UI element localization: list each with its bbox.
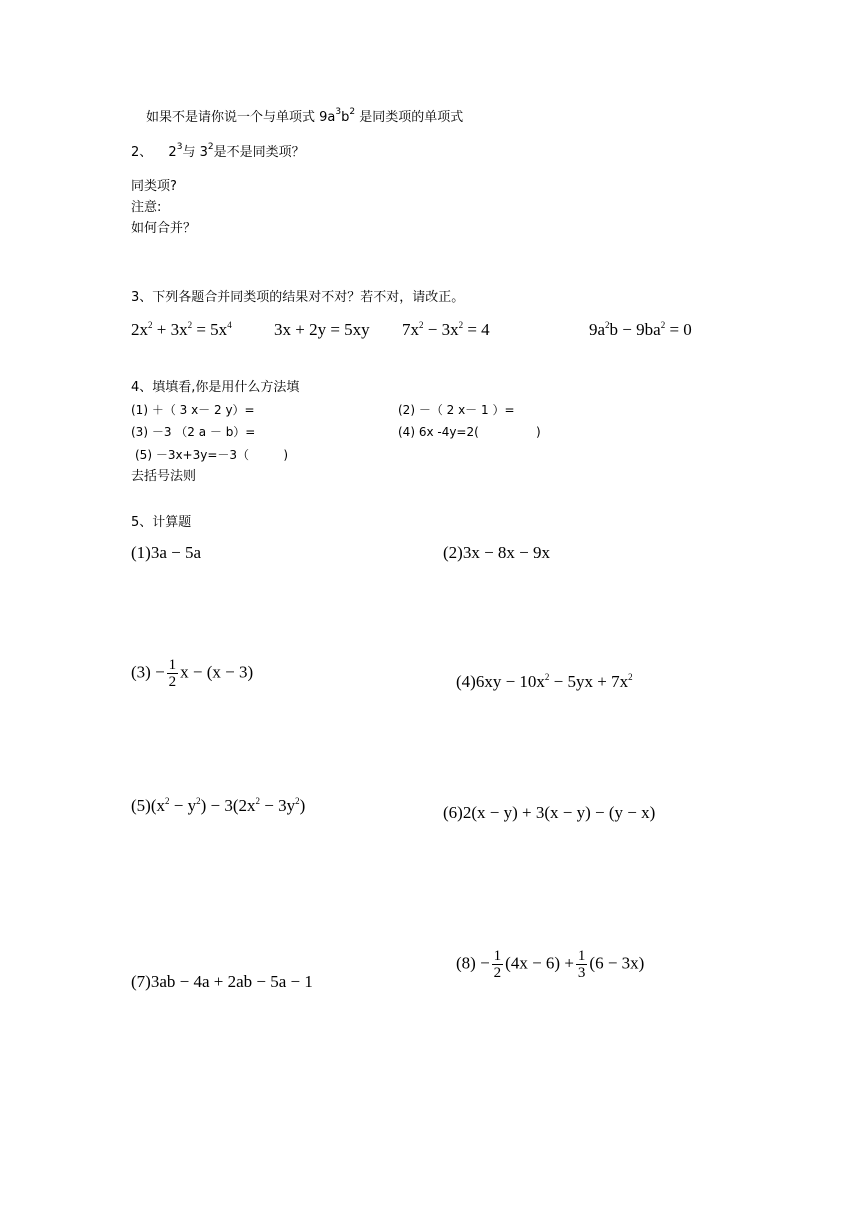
q5-problem3 <box>131 657 253 690</box>
q5-problem1: (1)3a − 5a <box>131 543 202 562</box>
q1-line <box>146 107 464 126</box>
q5-p5-c: ) − 3(2x <box>200 796 256 815</box>
q3-eq4 <box>589 320 692 340</box>
q2-exp1: 3 <box>176 142 183 152</box>
q5-p5-a-exp: 2 <box>164 796 170 806</box>
q5-p3-prefix: (3) − <box>131 662 165 682</box>
q3-eq4-a-exp: 2 <box>605 320 610 330</box>
q5-p5-d-exp: 2 <box>295 796 300 806</box>
q3-eq1 <box>131 320 232 340</box>
q2-line <box>131 142 305 161</box>
q1-text-tail: 是同类项的单项式 <box>355 110 464 125</box>
q5-p3-fraction <box>167 657 179 690</box>
q5-p8-fraction2 <box>576 948 588 981</box>
q3-title: 3、下列各题合并同类项的结果对不对？若不对，请改正。 <box>131 290 465 305</box>
note-how-combine: 如何合并？ <box>131 221 197 236</box>
q1-exp1: 3 <box>335 107 342 117</box>
q2-conj: 与 3 <box>182 145 208 160</box>
q5-problem7: (7)3ab − 4a + 2ab − 5a − 1 <box>131 972 313 991</box>
q5-p8-numerator1: 1 <box>493 948 502 964</box>
q5-title: 5、计算题 <box>131 515 192 530</box>
q3-eq1-c: = 5x <box>192 320 228 339</box>
q3-eq1-c-exp: 4 <box>227 320 232 330</box>
q2-exp2: 2 <box>207 142 214 152</box>
q5-p8-prefix: (8) − <box>456 953 490 973</box>
q4-item5: (5) －3x+3y=－3（ ) <box>135 448 289 462</box>
q5-p8-rest: (6 − 3x) <box>589 953 645 973</box>
q2-tail: 是不是同类项？ <box>213 145 305 160</box>
q3-eq1-b: + 3x <box>152 320 188 339</box>
q5-problem5 <box>131 796 305 816</box>
q1-text-mid: b <box>341 110 350 125</box>
q5-p4-b-exp: 2 <box>628 672 633 682</box>
q3-eq3-c: = 4 <box>463 320 490 339</box>
q3-eq1-a: 2x <box>131 320 148 339</box>
q3-eq3-a-exp: 2 <box>419 320 424 330</box>
q3-eq4-c: = 0 <box>665 320 692 339</box>
q3-eq3-a: 7x <box>402 320 419 339</box>
q5-p5-d: − 3y <box>260 796 296 815</box>
q5-problem8 <box>456 948 644 981</box>
q3-eq2: 3x + 2y = 5xy <box>274 320 370 339</box>
q5-p5-c-exp: 2 <box>255 796 260 806</box>
q5-problem4 <box>456 672 633 692</box>
q5-p5-b-exp: 2 <box>196 796 201 806</box>
note-attention: 注意: <box>131 200 162 215</box>
q5-p3-rest: x − (x − 3) <box>180 662 254 682</box>
q5-p4-a: (4)6xy − 10x <box>456 672 545 691</box>
q3-eq4-b-exp: 2 <box>660 320 666 330</box>
q5-problem6: (6)2(x − y) + 3(x − y) − (y − x) <box>443 803 656 822</box>
q5-p8-denominator1: 2 <box>493 965 502 981</box>
q3-eq4-a: 9a <box>589 320 606 339</box>
q3-eq3 <box>402 320 490 340</box>
q4-item3: (3) －3 （2 a － b）= <box>131 425 256 439</box>
q5-p8-fraction1 <box>492 948 504 981</box>
q4-item4: (4) 6x -4y=2( ) <box>398 425 541 439</box>
q4-rule: 去括号法则 <box>131 469 197 484</box>
q5-p5-a: (5)(x <box>131 796 165 815</box>
q5-p8-denominator2: 3 <box>577 965 586 981</box>
q5-problem2: (2)3x − 8x − 9x <box>443 543 550 562</box>
q3-eq3-b: − 3x <box>423 320 459 339</box>
q5-p3-denominator: 2 <box>168 674 177 690</box>
q1-text-start: 如果不是请你说一个与单项式 9a <box>146 110 336 125</box>
q4-item2: (2) －（ 2 x－ 1 ）= <box>398 403 515 417</box>
q3-eq1-a-exp: 2 <box>148 320 153 330</box>
q1-exp2: 2 <box>349 107 356 117</box>
q3-eq4-b: b − 9ba <box>609 320 661 339</box>
q5-p4-a-exp: 2 <box>544 672 550 682</box>
q5-p8-middle: (4x − 6) + <box>505 953 574 973</box>
q3-eq3-b-exp: 2 <box>458 320 464 330</box>
q5-p5-b: − y <box>169 796 197 815</box>
q2-number: 2、 <box>131 145 153 160</box>
note-similar-terms: 同类项? <box>131 179 177 194</box>
q5-p4-b: − 5yx + 7x <box>549 672 629 691</box>
q5-p8-numerator2: 1 <box>577 948 586 964</box>
q2-base1: 2 <box>168 145 177 160</box>
q5-p5-e: ) <box>299 796 306 815</box>
q5-p3-numerator: 1 <box>168 657 177 673</box>
q3-eq1-b-exp: 2 <box>187 320 193 330</box>
q4-item1: (1) ＋（ 3 x－ 2 y）= <box>131 403 255 417</box>
q4-title: 4、填填看,你是用什么方法填 <box>131 380 300 395</box>
